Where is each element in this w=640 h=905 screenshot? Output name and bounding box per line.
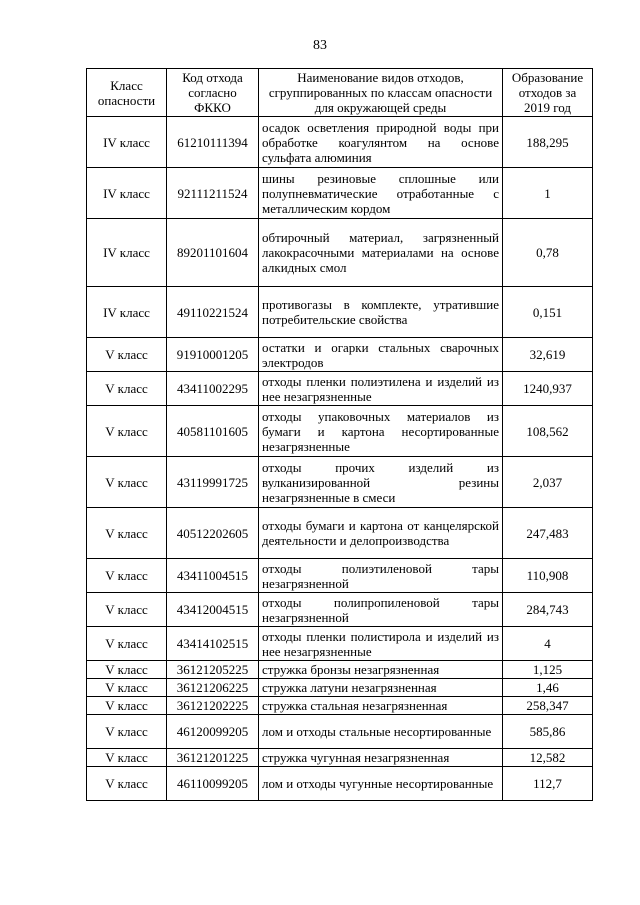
hazard-class-cell: V класс [87, 559, 167, 593]
table-row [87, 767, 593, 801]
table-row [87, 457, 593, 508]
waste-amount-cell: 1,46 [503, 679, 593, 697]
waste-amount-cell: 0,151 [503, 287, 593, 338]
waste-code-cell: 43412004515 [167, 593, 259, 627]
table-row [87, 749, 593, 767]
waste-amount-cell: 247,483 [503, 508, 593, 559]
hazard-class-cell: V класс [87, 767, 167, 801]
waste-name-cell: отходы пленки полистирола и изделий из нее незагрязненные [259, 627, 503, 661]
waste-amount-cell: 0,78 [503, 219, 593, 287]
table-row [87, 508, 593, 559]
table-row [87, 406, 593, 457]
waste-code-cell: 40512202605 [167, 508, 259, 559]
waste-code-cell: 46110099205 [167, 767, 259, 801]
hazard-class-cell: V класс [87, 508, 167, 559]
waste-code-cell: 36121202225 [167, 697, 259, 715]
waste-code-cell: 61210111394 [167, 117, 259, 168]
waste-amount-cell: 284,743 [503, 593, 593, 627]
waste-amount-cell: 110,908 [503, 559, 593, 593]
hazard-class-cell: IV класс [87, 117, 167, 168]
waste-code-cell: 36121205225 [167, 661, 259, 679]
table-row [87, 372, 593, 406]
table-row [87, 627, 593, 661]
waste-table [86, 68, 593, 801]
waste-name-cell: осадок осветления природной воды при обработке коагулянтом на основе сульфата алюминия [259, 117, 503, 168]
table-row [87, 679, 593, 697]
table-row [87, 117, 593, 168]
waste-code-cell: 43411002295 [167, 372, 259, 406]
hazard-class-cell: IV класс [87, 168, 167, 219]
hazard-class-cell: IV класс [87, 219, 167, 287]
waste-name-cell: отходы бумаги и картона от канцелярской деятельности и делопроизводства [259, 508, 503, 559]
waste-amount-cell: 2,037 [503, 457, 593, 508]
hazard-class-cell: V класс [87, 627, 167, 661]
page-number: 83 [313, 38, 327, 53]
table-header-row [87, 69, 593, 117]
table-row [87, 287, 593, 338]
hazard-class-cell: V класс [87, 593, 167, 627]
header-hazard-class: Класс опасности [87, 69, 167, 117]
waste-name-cell: отходы полипропиленовой тары незагрязненной [259, 593, 503, 627]
waste-name-cell: стружка чугунная незагрязненная [259, 749, 503, 767]
table-row [87, 168, 593, 219]
table-row [87, 715, 593, 749]
table-row [87, 593, 593, 627]
waste-code-cell: 46120099205 [167, 715, 259, 749]
waste-name-cell: лом и отходы стальные несортированные [259, 715, 503, 749]
header-waste-name: Наименование видов отходов, сгруппированных по классам опасности для окружающей среды [259, 69, 503, 117]
table-body [87, 117, 593, 801]
waste-amount-cell: 1240,937 [503, 372, 593, 406]
waste-name-cell: лом и отходы чугунные несортированные [259, 767, 503, 801]
header-waste-amount: Образование отходов за 2019 год [503, 69, 593, 117]
waste-name-cell: остатки и огарки стальных сварочных электродов [259, 338, 503, 372]
hazard-class-cell: V класс [87, 338, 167, 372]
waste-name-cell: обтирочный материал, загрязненный лакокрасочными материалами на основе алкидных смол [259, 219, 503, 287]
waste-code-cell: 36121201225 [167, 749, 259, 767]
hazard-class-cell: V класс [87, 372, 167, 406]
hazard-class-cell: V класс [87, 457, 167, 508]
table-row [87, 661, 593, 679]
waste-code-cell: 36121206225 [167, 679, 259, 697]
table-row [87, 219, 593, 287]
hazard-class-cell: V класс [87, 697, 167, 715]
waste-name-cell: стружка латуни незагрязненная [259, 679, 503, 697]
table-row [87, 697, 593, 715]
waste-amount-cell: 32,619 [503, 338, 593, 372]
waste-name-cell: шины резиновые сплошные или полупневматические отработанные с металлическим кордом [259, 168, 503, 219]
hazard-class-cell: V класс [87, 406, 167, 457]
waste-amount-cell: 258,347 [503, 697, 593, 715]
waste-name-cell: отходы прочих изделий из вулканизированной резины незагрязненные в смеси [259, 457, 503, 508]
waste-name-cell: стружка стальная незагрязненная [259, 697, 503, 715]
waste-code-cell: 89201101604 [167, 219, 259, 287]
waste-amount-cell: 1,125 [503, 661, 593, 679]
table-row [87, 559, 593, 593]
waste-amount-cell: 4 [503, 627, 593, 661]
waste-code-cell: 40581101605 [167, 406, 259, 457]
waste-amount-cell: 1 [503, 168, 593, 219]
hazard-class-cell: V класс [87, 715, 167, 749]
hazard-class-cell: V класс [87, 661, 167, 679]
hazard-class-cell: V класс [87, 749, 167, 767]
waste-amount-cell: 108,562 [503, 406, 593, 457]
waste-code-cell: 43414102515 [167, 627, 259, 661]
waste-code-cell: 92111211524 [167, 168, 259, 219]
waste-amount-cell: 585,86 [503, 715, 593, 749]
waste-amount-cell: 112,7 [503, 767, 593, 801]
hazard-class-cell: IV класс [87, 287, 167, 338]
waste-code-cell: 43119991725 [167, 457, 259, 508]
waste-code-cell: 49110221524 [167, 287, 259, 338]
header-waste-code: Код отхода согласно ФККО [167, 69, 259, 117]
waste-name-cell: отходы полиэтиленовой тары незагрязненной [259, 559, 503, 593]
waste-amount-cell: 12,582 [503, 749, 593, 767]
waste-name-cell: отходы пленки полиэтилена и изделий из нее незагрязненные [259, 372, 503, 406]
hazard-class-cell: V класс [87, 679, 167, 697]
waste-name-cell: стружка бронзы незагрязненная [259, 661, 503, 679]
waste-amount-cell: 188,295 [503, 117, 593, 168]
waste-code-cell: 91910001205 [167, 338, 259, 372]
waste-code-cell: 43411004515 [167, 559, 259, 593]
waste-name-cell: отходы упаковочных материалов из бумаги и картона несортированные незагрязненные [259, 406, 503, 457]
table-row [87, 338, 593, 372]
waste-name-cell: противогазы в комплекте, утратившие потребительские свойства [259, 287, 503, 338]
